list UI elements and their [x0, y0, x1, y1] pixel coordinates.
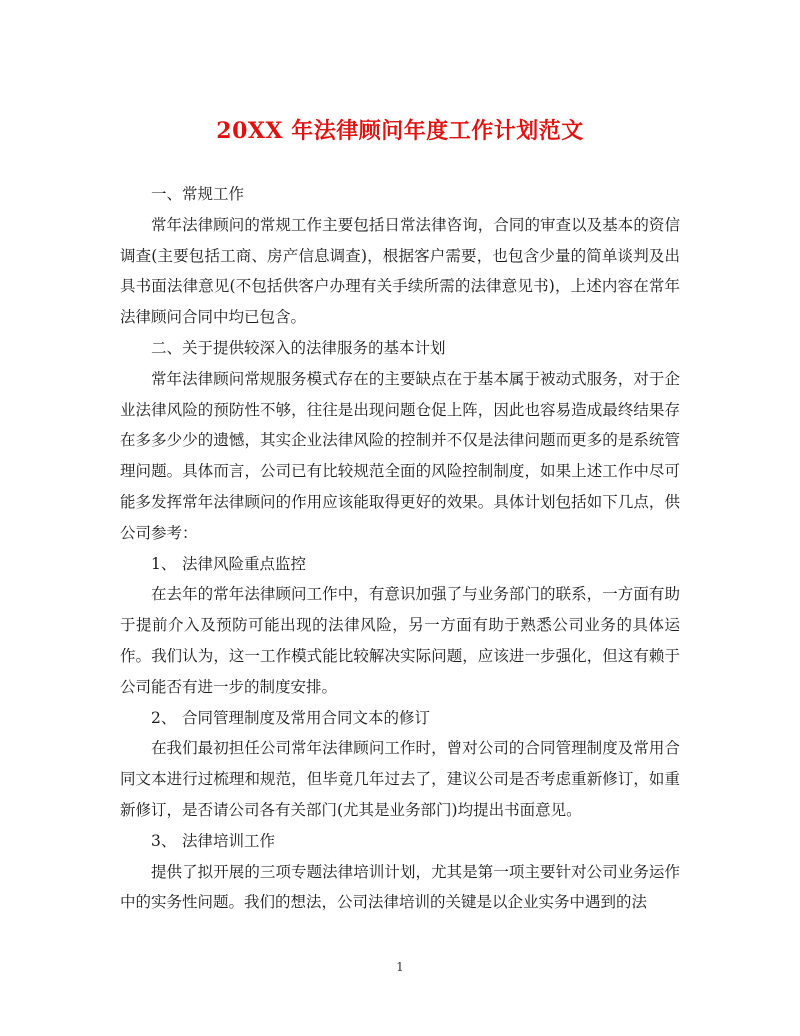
item-heading-risk-monitoring [120, 549, 680, 580]
paragraph-risk-monitoring: 在去年的常年法律顾问工作中，有意识加强了与业务部门的联系，一方面有助于提前介入及预防可能出现的法律风险，另一方面有助于熟悉公司业务的具体运作。我们认为，这一工作模式能比较解决实际问题，应该进一步强化，但这有赖于公司能否有进一步的制度安排。 [120, 585, 680, 696]
item-heading-text: 合同管理制度及常用合同文本的修订 [182, 708, 431, 727]
item-heading-contract-management [120, 703, 680, 734]
item-number: 2、 [151, 708, 177, 727]
document-body [120, 179, 680, 918]
paragraph-contract-management: 在我们最初担任公司常年法律顾问工作时，曾对公司的合同管理制度及常用合同文本进行过梳理和规范，但毕竟几年过去了，建议公司是否考虑重新修订，如重新修订，是否请公司各有关部门(尤其是业务部门)均提出书面意见。 [120, 739, 680, 819]
item-heading-legal-training [120, 826, 680, 857]
section-heading-routine-work: 一、常规工作 [151, 185, 245, 203]
item-heading-text: 法律风险重点监控 [182, 554, 307, 573]
item-number: 1、 [151, 554, 177, 573]
paragraph-legal-training: 提供了拟开展的三项专题法律培训计划，尤其是第一项主要针对公司业务运作中的实务性问题。我们的想法，公司法律培训的关键是以企业实务中遇到的法 [120, 862, 680, 912]
paragraph-routine-work: 常年法律顾问的常规工作主要包括日常法律咨询，合同的审查以及基本的资信调查(主要包括工商、房产信息调查)，根据客户需要，也包含少量的简单谈判及出具书面法律意见(不包括供客户办理有关手续所需的法律意见书)，上述内容在常年法律顾问合同中均已包含。 [120, 215, 680, 327]
page-number: 1 [396, 960, 404, 974]
item-heading-text: 法律培训工作 [182, 831, 276, 850]
page-title: 20XX 年法律顾问年度工作计划范文 [216, 118, 584, 144]
item-number: 3、 [151, 831, 177, 850]
paragraph-legal-service-plan: 常年法律顾问常规服务模式存在的主要缺点在于基本属于被动式服务，对于企业法律风险的预防性不够，往往是出现问题仓促上阵，因此也容易造成最终结果存在多多少少的遗憾，其实企业法律风险的控制并不仅是法律问题而更多的是系统管理问题。具体而言，公司已有比较规范全面的风险控制制度，如果上述工作中尽可能多发挥常年法律顾问的作用应该能取得更好的效果。具体计划包括如下几点，供公司参考： [120, 369, 680, 542]
section-heading-legal-service-plan: 二、关于提供较深入的法律服务的基本计划 [151, 338, 446, 357]
